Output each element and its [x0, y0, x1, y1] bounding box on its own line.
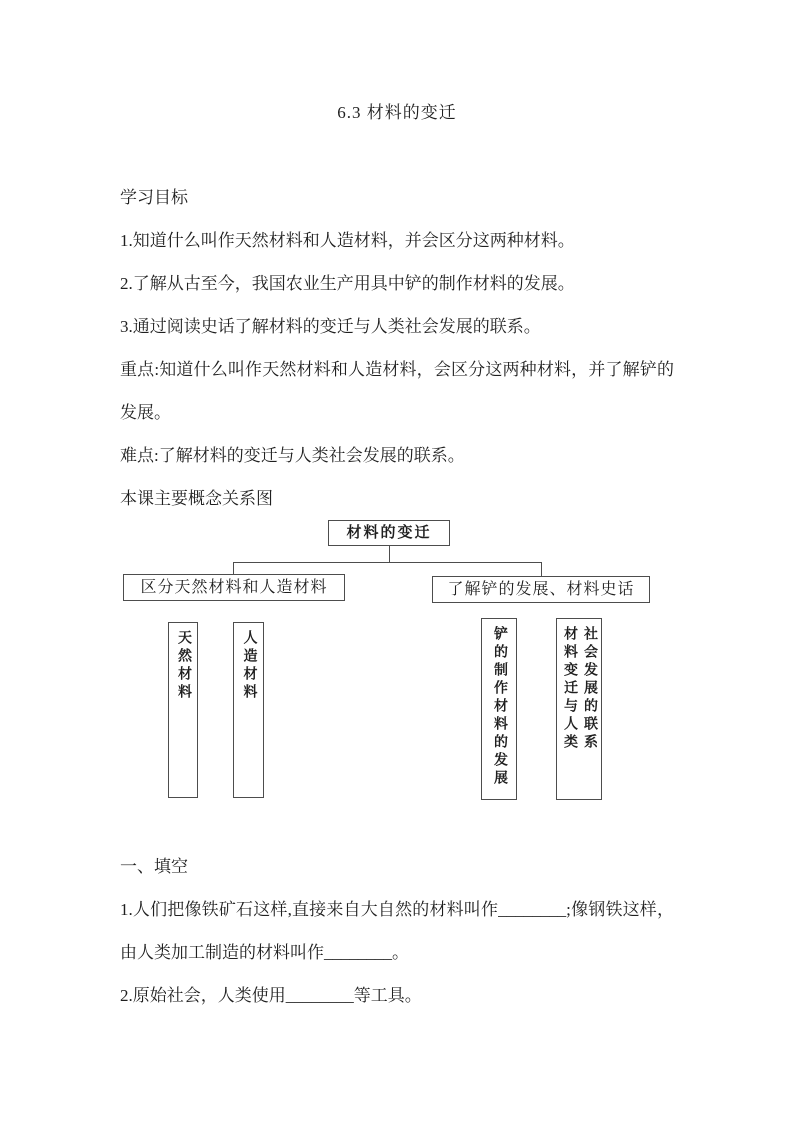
diagram-branch-natural-vs-manmade: 区分天然材料和人造材料 — [123, 574, 345, 601]
fill-in-blank-heading: 一、填空 — [120, 857, 188, 876]
objective-key-point: 重点:知道什么叫作天然材料和人造材料，会区分这两种材料，并了解铲的发展。 — [120, 360, 674, 422]
fill-in-blank-question-2: 2.原始社会，人类使用________等工具。 — [120, 986, 422, 1005]
diagram-root-node: 材料的变迁 — [328, 520, 450, 546]
connector-line — [389, 546, 390, 562]
objective-item-3: 3.通过阅读史话了解材料的变迁与人类社会发展的联系。 — [120, 317, 541, 336]
diagram-leaf-manmade-material — [233, 622, 264, 798]
diagram-leaf-shovel-material-development — [481, 618, 517, 800]
diagram-leaf-label: 铲的制作材料的发展 — [492, 626, 507, 788]
objective-item-1: 1.知道什么叫作天然材料和人造材料，并会区分这两种材料。 — [120, 231, 575, 250]
diagram-branch-shovel-history: 了解铲的发展、材料史话 — [432, 576, 650, 603]
diagram-heading: 本课主要概念关系图 — [120, 489, 273, 508]
objective-item-2: 2.了解从古至今，我国农业生产用具中铲的制作材料的发展。 — [120, 274, 575, 293]
page-title: 6.3 材料的变迁 — [337, 103, 457, 122]
connector-line — [233, 562, 542, 563]
concept-diagram — [0, 520, 794, 810]
objective-difficult-point: 难点:了解材料的变迁与人类社会发展的联系。 — [120, 446, 465, 465]
connector-line — [233, 562, 234, 574]
connector-line — [541, 562, 542, 576]
objectives-heading: 学习目标 — [120, 188, 188, 207]
fill-in-blank-question-1: 1.人们把像铁矿石这样,直接来自大自然的材料叫作________;像钢铁这样，由人类加工制造的材料叫作________。 — [120, 900, 674, 962]
diagram-leaf-label: 天然材料 — [176, 630, 191, 702]
diagram-leaf-natural-material — [168, 622, 198, 798]
diagram-leaf-label: 人造材料 — [241, 630, 257, 702]
diagram-leaf-material-society-link — [556, 618, 602, 800]
diagram-leaf-label: 材料变迁与人类社会发展的联系 — [562, 626, 597, 752]
